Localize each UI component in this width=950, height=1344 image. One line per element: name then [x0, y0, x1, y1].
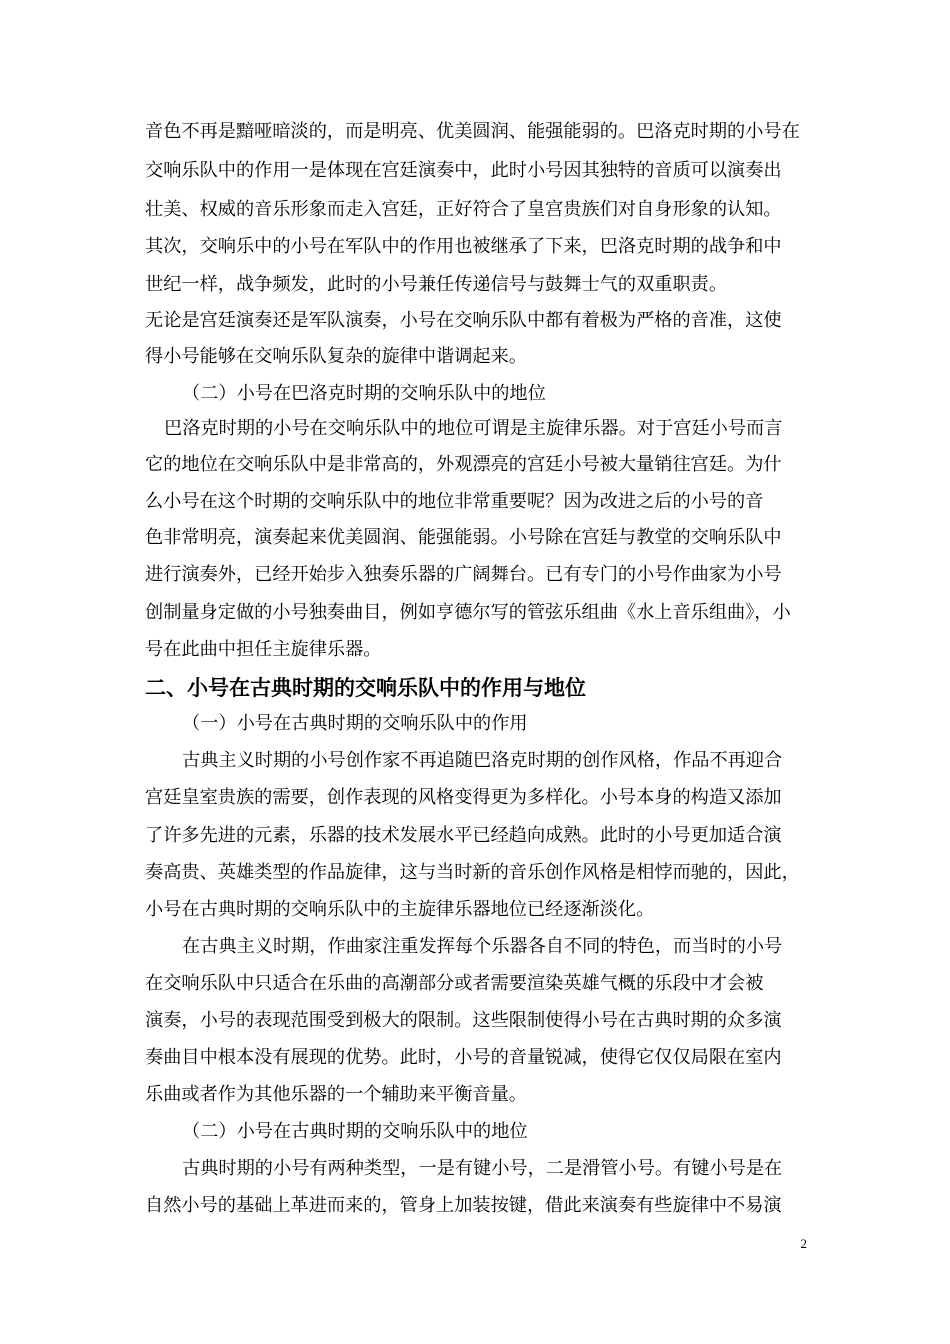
paragraph-line: 世纪一样，战争频发，此时的小号兼任传递信号与鼓舞士气的双重职责。 — [145, 274, 728, 295]
paragraph-line: 了许多先进的元素，乐器的技术发展水平已经趋向成熟。此时的小号更加适合演 — [145, 825, 782, 846]
paragraph-line: 乐曲或者作为其他乐器的一个辅助来平衡音量。 — [145, 1084, 527, 1105]
paragraph-line: 在交响乐队中只适合在乐曲的高潮部分或者需要渲染英雄气概的乐段中才会被 — [145, 973, 764, 994]
paragraph-line: 壮美、权威的音乐形象而走入宫廷，正好符合了皇宫贵族们对自身形象的认知。 — [145, 199, 782, 220]
paragraph-line: 进行演奏外，已经开始步入独奏乐器的广阔舞台。已有专门的小号作曲家为小号 — [145, 564, 782, 585]
paragraph-line: 它的地位在交响乐队中是非常高的，外观漂亮的宫廷小号被大量销往宫廷。为什 — [145, 454, 782, 475]
paragraph-line: 奏高贵、英雄类型的作品旋律，这与当时新的音乐创作风格是相悖而驰的，因此， — [145, 862, 800, 883]
paragraph-line: 交响乐队中的作用一是体现在宫廷演奏中，此时小号因其独特的音质可以演奏出 — [145, 160, 782, 181]
paragraph-line: 小号在古典时期的交响乐队中的主旋律乐器地位已经逐渐淡化。 — [145, 899, 655, 920]
paragraph-line: 创制量身定做的小号独奏曲目，例如亨德尔写的管弦乐组曲《水上音乐组曲》，小 — [145, 602, 791, 623]
paragraph-line: 古典主义时期的小号创作家不再追随巴洛克时期的创作风格，作品不再迎合 — [182, 750, 783, 771]
section-heading: 二、小号在古典时期的交响乐队中的作用与地位 — [145, 675, 586, 700]
paragraph-line: 号在此曲中担任主旋律乐器。 — [145, 639, 382, 660]
paragraph-line: 奏曲目中根本没有展现的优势。此时，小号的音量锐减，使得它仅仅局限在室内 — [145, 1047, 782, 1068]
paragraph-line: 在古典主义时期，作曲家注重发挥每个乐器各自不同的特色，而当时的小号 — [182, 936, 783, 957]
paragraph-line: 自然小号的基础上革进而来的，管身上加装按键，借此来演奏有些旋律中不易演 — [145, 1195, 782, 1216]
paragraph-line: 得小号能够在交响乐队复杂的旋律中谐调起来。 — [145, 346, 527, 367]
section-subheading: （二）小号在巴洛克时期的交响乐队中的地位 — [182, 383, 546, 404]
paragraph-line: 古典时期的小号有两种类型，一是有键小号，二是滑管小号。有键小号是在 — [182, 1158, 783, 1179]
paragraph-line: 宫廷皇室贵族的需要，创作表现的风格变得更为多样化。小号本身的构造又添加 — [145, 787, 782, 808]
section-subheading: （一）小号在古典时期的交响乐队中的作用 — [182, 713, 528, 734]
page-number: 2 — [800, 1236, 807, 1251]
paragraph-line: 么小号在这个时期的交响乐队中的地位非常重要呢？因为改进之后的小号的音 — [145, 491, 764, 512]
paragraph-line: 巴洛克时期的小号在交响乐队中的地位可谓是主旋律乐器。对于宫廷小号而言 — [164, 418, 783, 439]
paragraph-line: 演奏，小号的表现范围受到极大的限制。这些限制使得小号在古典时期的众多演 — [145, 1010, 782, 1031]
paragraph-line: 无论是宫廷演奏还是军队演奏，小号在交响乐队中都有着极为严格的音准，这使 — [145, 310, 782, 331]
paragraph-line: 其次，交响乐中的小号在军队中的作用也被继承了下来，巴洛克时期的战争和中 — [145, 236, 782, 257]
section-subheading: （二）小号在古典时期的交响乐队中的地位 — [182, 1121, 528, 1142]
paragraph-line: 色非常明亮，演奏起来优美圆润、能强能弱。小号除在宫廷与教堂的交响乐队中 — [145, 527, 782, 548]
paragraph-line: 音色不再是黯哑暗淡的，而是明亮、优美圆润、能强能弱的。巴洛克时期的小号在 — [145, 121, 800, 142]
